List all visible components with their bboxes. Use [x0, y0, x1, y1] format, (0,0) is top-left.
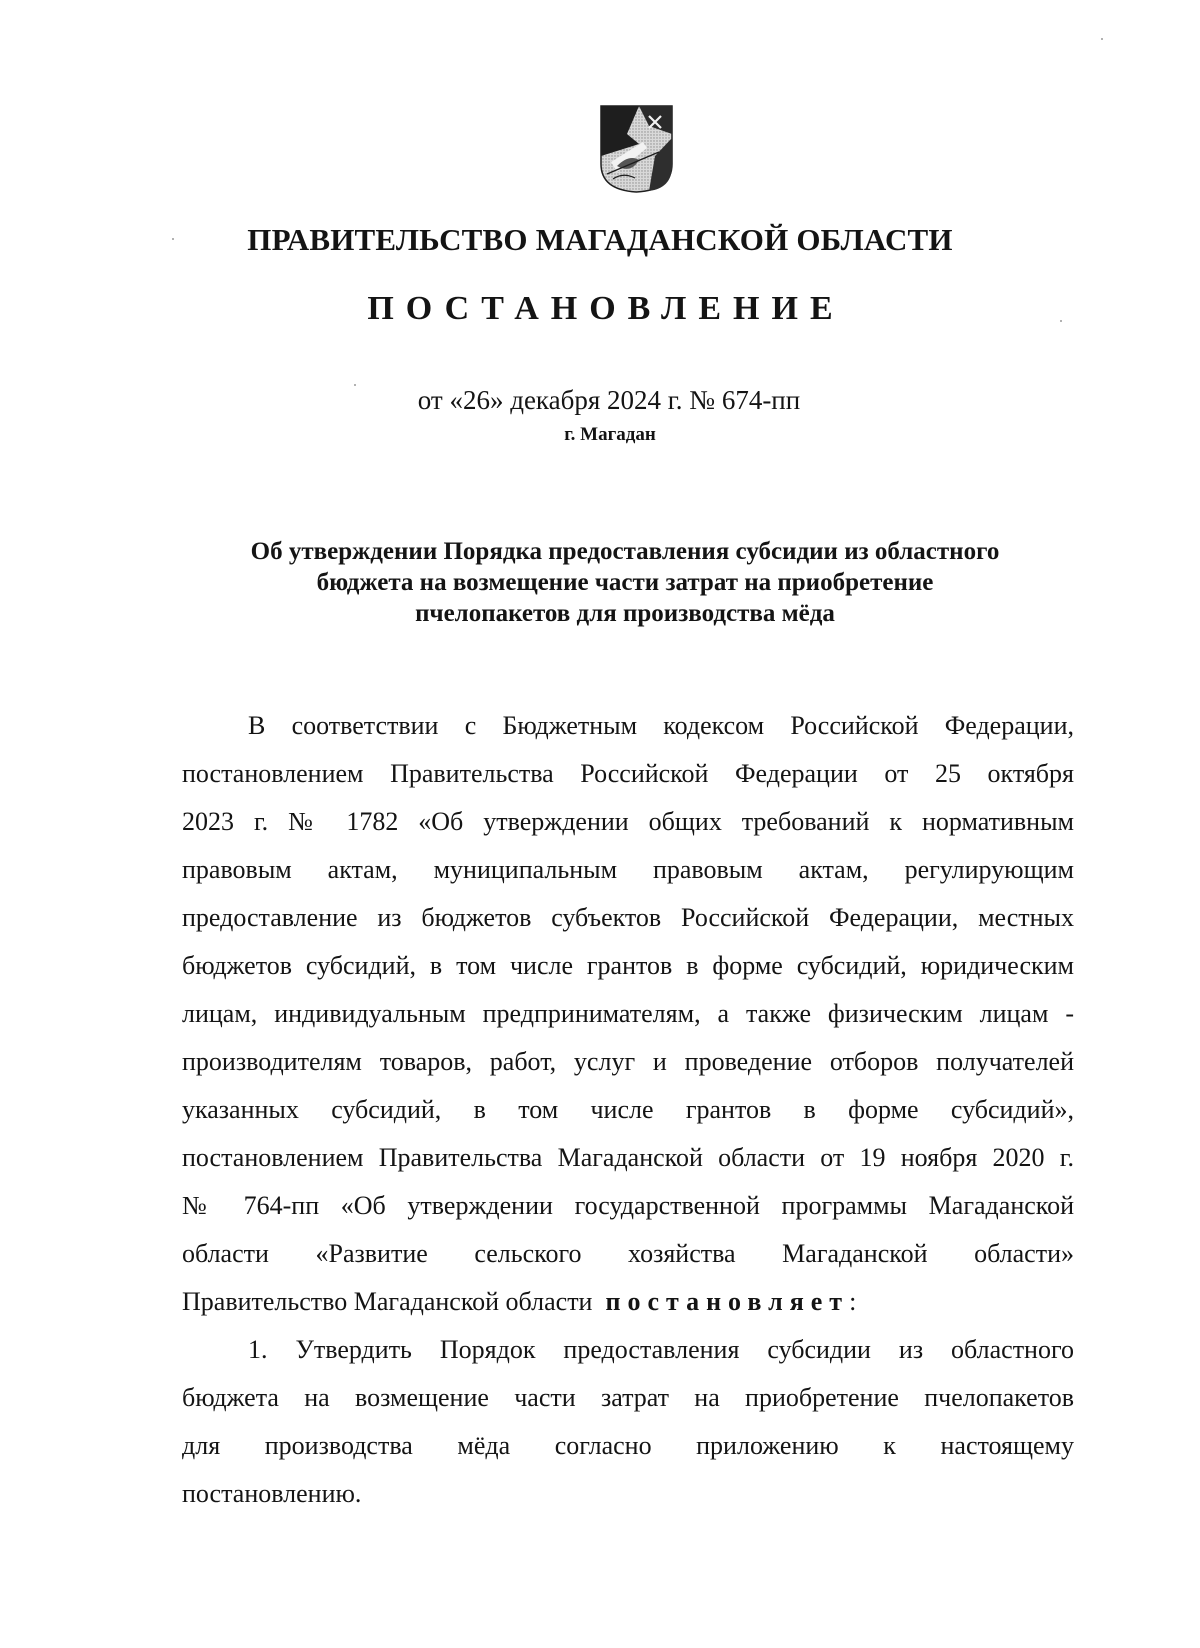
- scan-speck: [354, 384, 356, 386]
- document-body: [182, 702, 1074, 1518]
- decree-colon: :: [849, 1287, 857, 1316]
- subject-line: пчелопакетов для производства мёда: [415, 600, 835, 627]
- body-line: указанных субсидий, в том числе грантов в форме субсидий»,: [182, 1095, 1074, 1124]
- document-date-number: от «26» декабря 2024 г. № 674-пп: [417, 385, 801, 415]
- body-line: 2023 г. № 1782 «Об утверждении общих требований к нормативным: [182, 807, 1074, 836]
- body-line: [182, 1278, 1074, 1326]
- magadan-coat-of-arms-icon: [599, 104, 674, 194]
- subject-line: Об утверждении Порядка предоставления субсидии из областного: [250, 538, 1000, 565]
- body-line: постановлением Правительства Российской Федерации от 25 октября: [182, 759, 1074, 788]
- scan-speck: [1060, 320, 1062, 322]
- body-line: для производства мёда согласно приложению к настоящему: [182, 1431, 1074, 1460]
- body-line: правовым актам, муниципальным правовым актам, регулирующим: [182, 855, 1074, 884]
- body-line: области «Развитие сельского хозяйства Магаданской области»: [182, 1239, 1074, 1268]
- government-title: ПРАВИТЕЛЬСТВО МАГАДАНСКОЙ ОБЛАСТИ: [247, 222, 953, 257]
- subject-line: бюджета на возмещение части затрат на приобретение: [316, 569, 934, 596]
- body-line: постановлению.: [182, 1479, 362, 1508]
- body-line: лицам, индивидуальным предпринимателям, а также физическим лицам -: [182, 999, 1074, 1028]
- body-line: № 764-пп «Об утверждении государственной программы Магаданской: [182, 1191, 1074, 1220]
- decree-word: постановляет: [605, 1287, 850, 1316]
- document-city: г. Магадан: [564, 424, 656, 445]
- body-line: бюджета на возмещение части затрат на приобретение пчелопакетов: [182, 1383, 1074, 1412]
- document-subject: [150, 536, 1100, 629]
- document-type-heading: ПОСТАНОВЛЕНИЕ: [367, 290, 845, 327]
- body-line: бюджетов субсидий, в том числе грантов в форме субсидий, юридическим: [182, 951, 1074, 980]
- body-line: 1. Утвердить Порядок предоставления субсидии из областного: [248, 1335, 1074, 1364]
- scan-speck: [172, 238, 174, 240]
- body-line: постановлением Правительства Магаданской области от 19 ноября 2020 г.: [182, 1143, 1074, 1172]
- scan-speck: [1101, 38, 1103, 40]
- body-line: предоставление из бюджетов субъектов Российской Федерации, местных: [182, 903, 1074, 932]
- body-line: В соответствии с Бюджетным кодексом Российской Федерации,: [248, 711, 1074, 740]
- body-line: производителям товаров, работ, услуг и проведение отборов получателей: [182, 1047, 1074, 1076]
- body-line-prefix: Правительство Магаданской области: [182, 1287, 593, 1316]
